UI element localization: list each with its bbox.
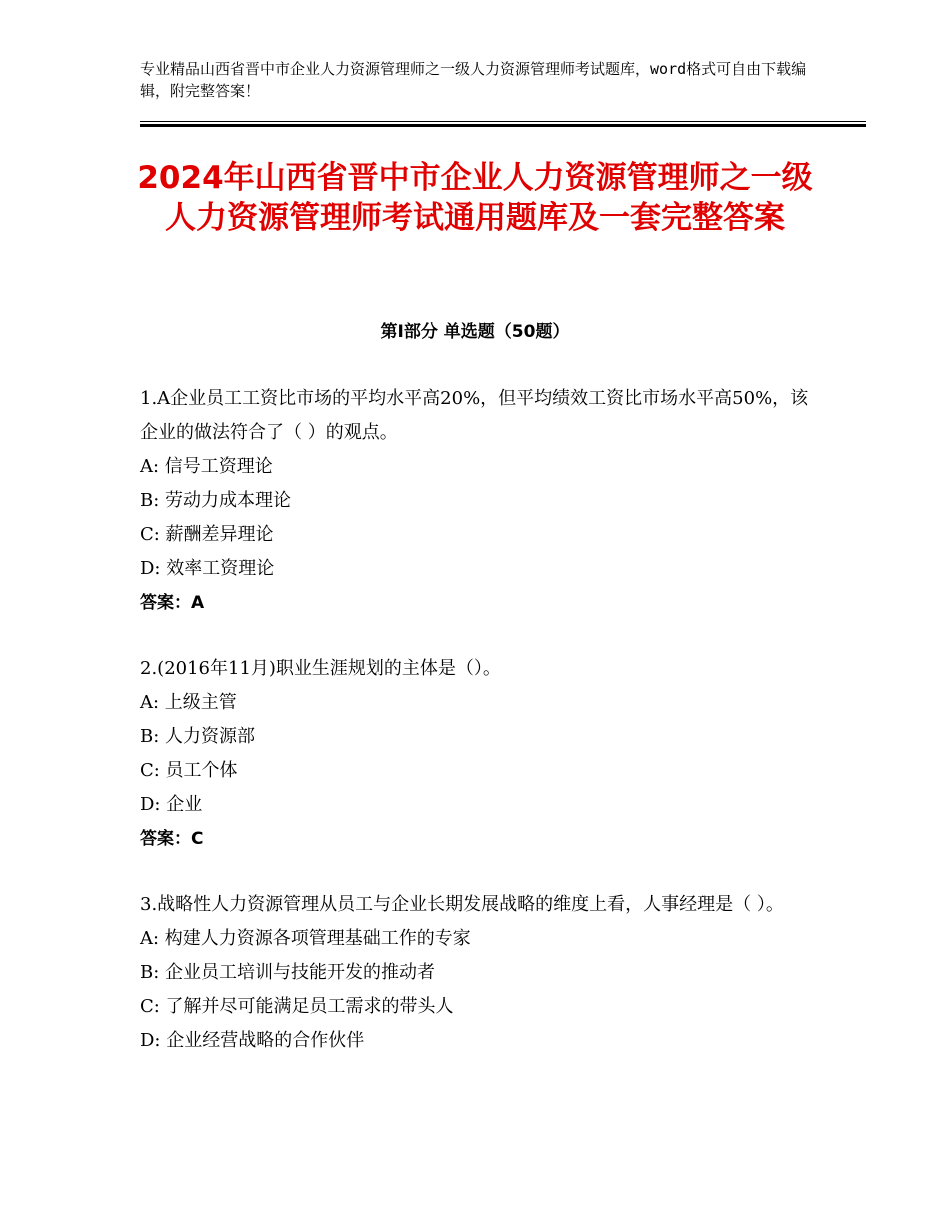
question-3 xyxy=(140,888,810,1058)
option-a: A: 构建人力资源各项管理基础工作的专家 xyxy=(140,928,471,949)
question-2 xyxy=(140,652,810,856)
option-c: C: 薪酬差异理论 xyxy=(140,524,274,545)
header-divider-thick xyxy=(140,124,866,127)
question-stem: 3.战略性人力资源管理从员工与企业长期发展战略的维度上看，人事经理是（ ）。 xyxy=(140,894,784,915)
option-b: B: 企业员工培训与技能开发的推动者 xyxy=(140,962,436,983)
header-note: 专业精品山西省晋中市企业人力资源管理师之一级人力资源管理师考试题库，word格式可自由下载编辑，附完整答案！ xyxy=(140,60,807,100)
document-title: 2024年山西省晋中市企业人力资源管理师之一级人力资源管理师考试通用题库及一套完整答案 xyxy=(137,160,813,236)
section-title: 第Ⅰ部分 单选题（50题） xyxy=(380,322,570,342)
question-stem: 2.(2016年11月)职业生涯规划的主体是（）。 xyxy=(140,658,501,679)
option-d: D: 效率工资理论 xyxy=(140,558,275,579)
option-c: C: 了解并尽可能满足员工需求的带头人 xyxy=(140,996,454,1017)
option-d: D: 企业经营战略的合作伙伴 xyxy=(140,1030,365,1051)
question-stem: 1.A企业员工工资比市场的平均水平高20%，但平均绩效工资比市场水平高50%，该企业的做法符合了（ ）的观点。 xyxy=(140,388,809,443)
option-c: C: 员工个体 xyxy=(140,760,238,781)
option-a: A: 上级主管 xyxy=(140,692,237,713)
answer: 答案：A xyxy=(140,593,205,613)
option-b: B: 人力资源部 xyxy=(140,726,256,747)
option-b: B: 劳动力成本理论 xyxy=(140,490,292,511)
option-a: A: 信号工资理论 xyxy=(140,456,273,477)
question-1 xyxy=(140,382,810,620)
header-divider-thin xyxy=(140,121,866,122)
question-list xyxy=(140,382,810,1090)
answer: 答案：C xyxy=(140,829,204,849)
option-d: D: 企业 xyxy=(140,794,203,815)
